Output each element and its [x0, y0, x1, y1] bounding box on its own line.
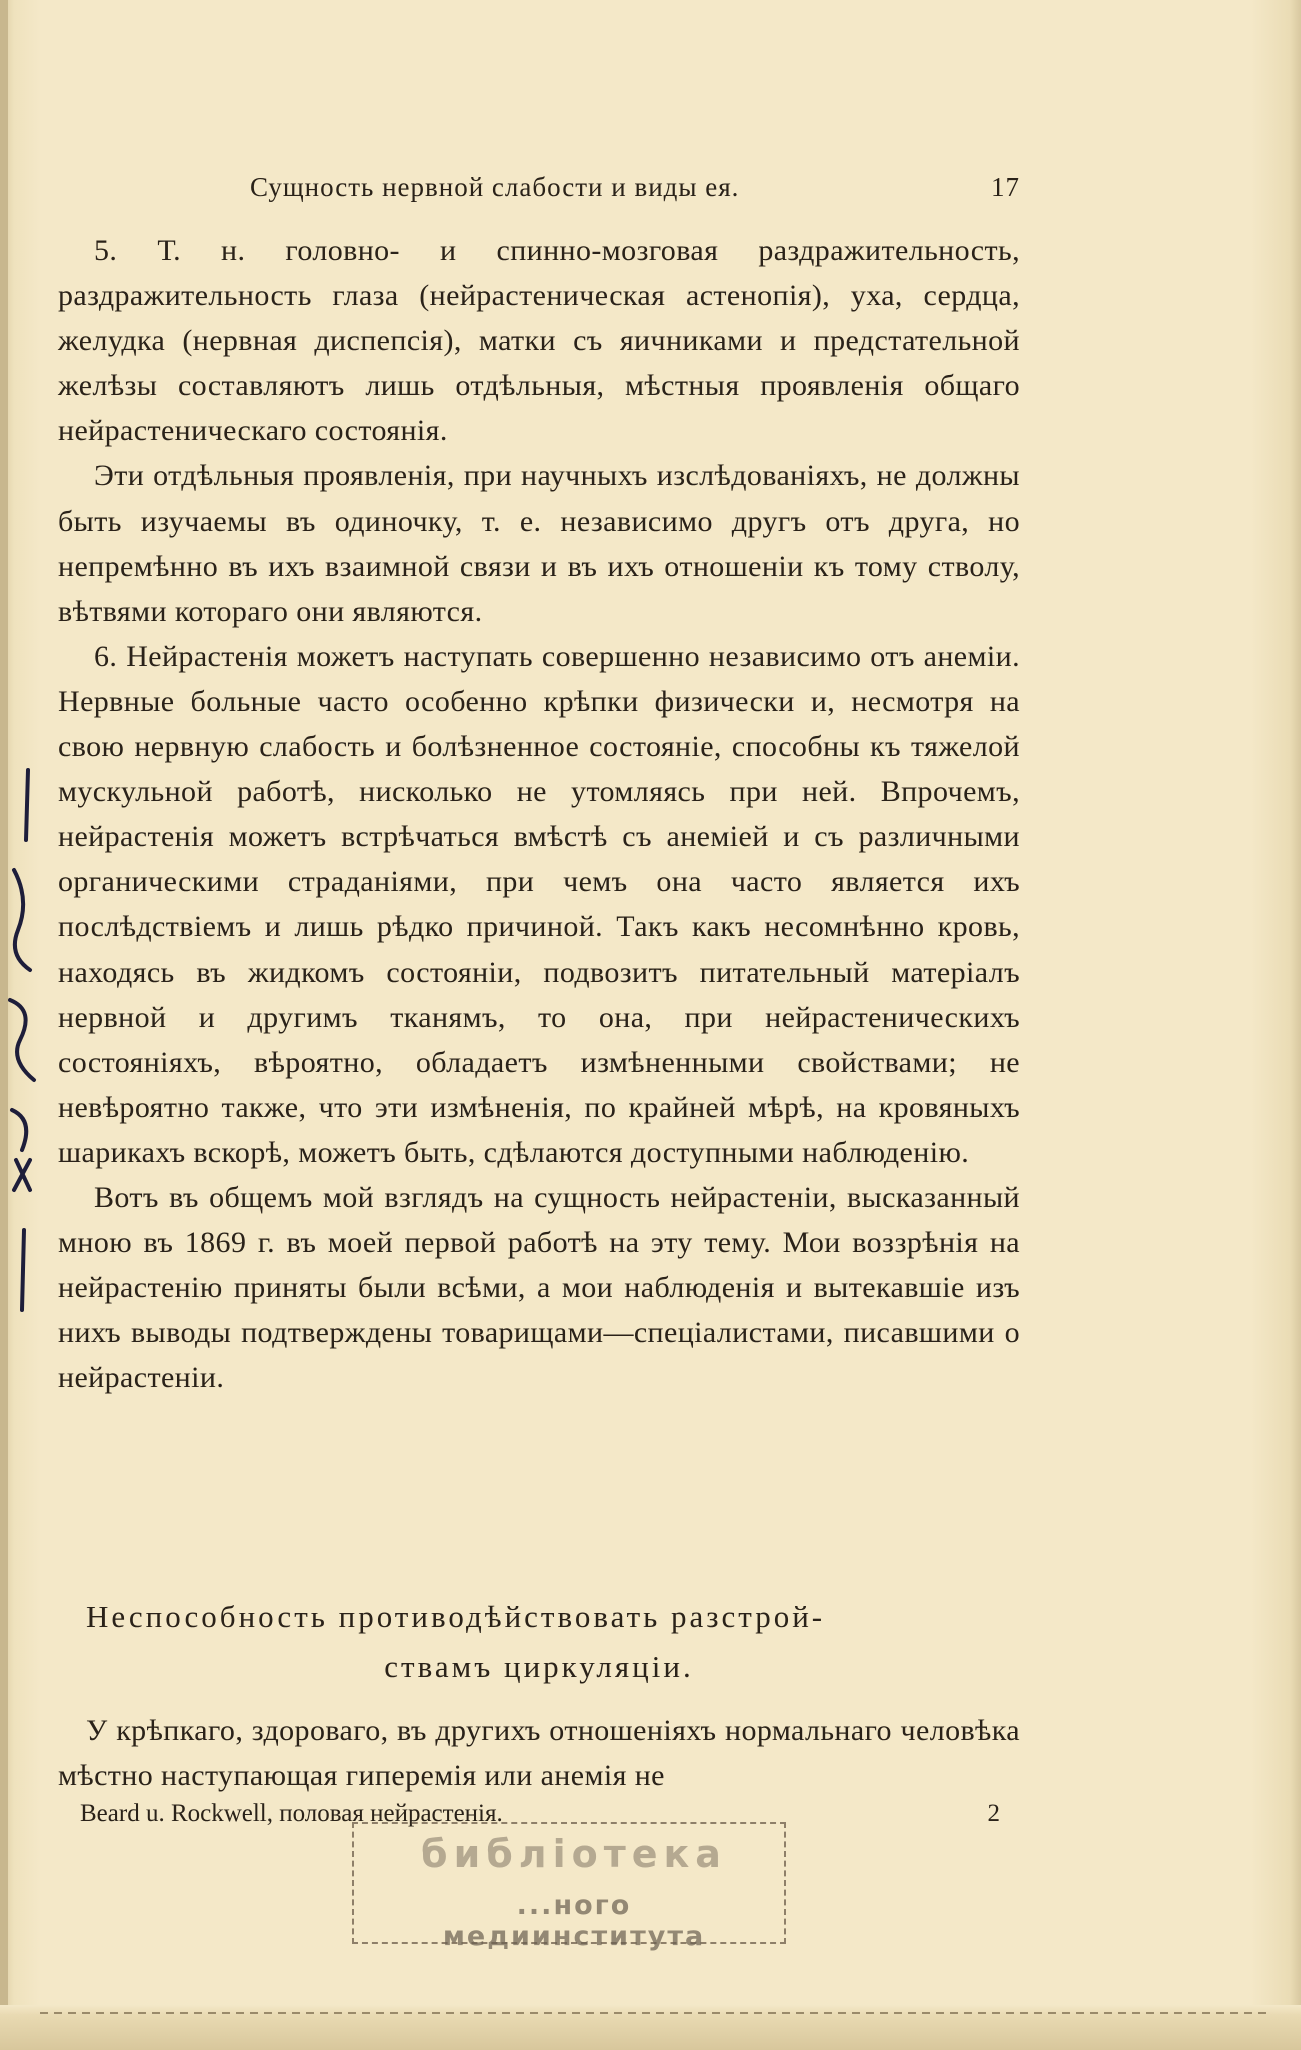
page-number: 17 — [991, 172, 1020, 202]
main-text — [58, 228, 1020, 1400]
paragraph: Вотъ въ общемъ мой взглядъ на сущность нейрастеніи, высказанный мною въ 1869 г. въ моей первой работѣ на эту тему. Мои воззрѣнія на нейрастенію приняты были всѣми, а мои наблюденія и вытекавшіе изъ нихъ выводы подтверждены товарищами—спеціалистами, писавшими о нейрастеніи. — [58, 1180, 1020, 1395]
paragraph: Эти отдѣльныя проявленія, при научныхъ изслѣдованіяхъ, не должны быть изучаемы въ одиночку, т. е. независимо другъ отъ друга, но непремѣнно въ ихъ взаимной связи и въ ихъ отношеніи къ тому стволу, вѣтвями котораго они являются. — [58, 459, 1020, 628]
signature-number: 2 — [987, 1800, 1000, 1827]
section-heading-line: ствамъ циркуляціи. — [384, 1649, 694, 1684]
library-stamp — [352, 1822, 786, 1952]
section-heading — [58, 1592, 1020, 1692]
bottom-dashed-line — [40, 2012, 1270, 2014]
margin-handwriting — [0, 760, 60, 1320]
running-title: Сущность нервной слабости и виды ея. — [250, 172, 740, 202]
section-text — [58, 1708, 1020, 1798]
book-signature: Beard u. Rockwell, половая нейрастенія. — [80, 1800, 503, 1827]
paragraph: 6. Нейрастенія можетъ наступать совершенно независимо отъ анеміи. Нервные больные часто особенно крѣпки физически и, несмотря на свою нервную слабость и болѣзненное состояніе, способны къ тяжелой мускульной работѣ, нисколько не утомляясь при ней. Впрочемъ, нейрастенія можетъ встрѣчаться вмѣстѣ съ анеміей и съ различными органическими страданіями, при чемъ она часто является ихъ послѣдствіемъ и лишь рѣдко причиной. Такъ какъ несомнѣнно кровь, находясь въ жидкомъ состояніи, подвозитъ питательный матеріалъ нервной и другимъ тканямъ, то она, при нейрастеническихъ состояніяхъ, вѣроятно, обладаетъ измѣненными свойствами; не невѣроятно также, что эти измѣненія, по крайней мѣрѣ, на кровяныхъ шарикахъ вскорѣ, можетъ быть, сдѣлаются доступными наблюденію. — [58, 639, 1020, 1169]
section-heading-line: Неспособность противодѣйствовать разстрой- — [86, 1599, 826, 1634]
paragraph: 5. Т. н. головно- и спинно-мозговая раздражительность, раздражительность глаза (нейрастеническая астенопія), уха, сердца, желудка (нервная диспепсія), матки съ яичниками и предстательной желѣзы составляютъ лишь отдѣльныя, мѣстныя проявленія общаго нейрастеническаго состоянія. — [58, 234, 1020, 448]
stamp-line: библіотека — [421, 1832, 727, 1876]
stamp-line: ...ного медиинститута — [442, 1890, 706, 1952]
paragraph: У крѣпкаго, здороваго, въ другихъ отношеніяхъ нормальнаго человѣка мѣстно наступающая гиперемія или анемія не — [58, 1714, 1020, 1792]
